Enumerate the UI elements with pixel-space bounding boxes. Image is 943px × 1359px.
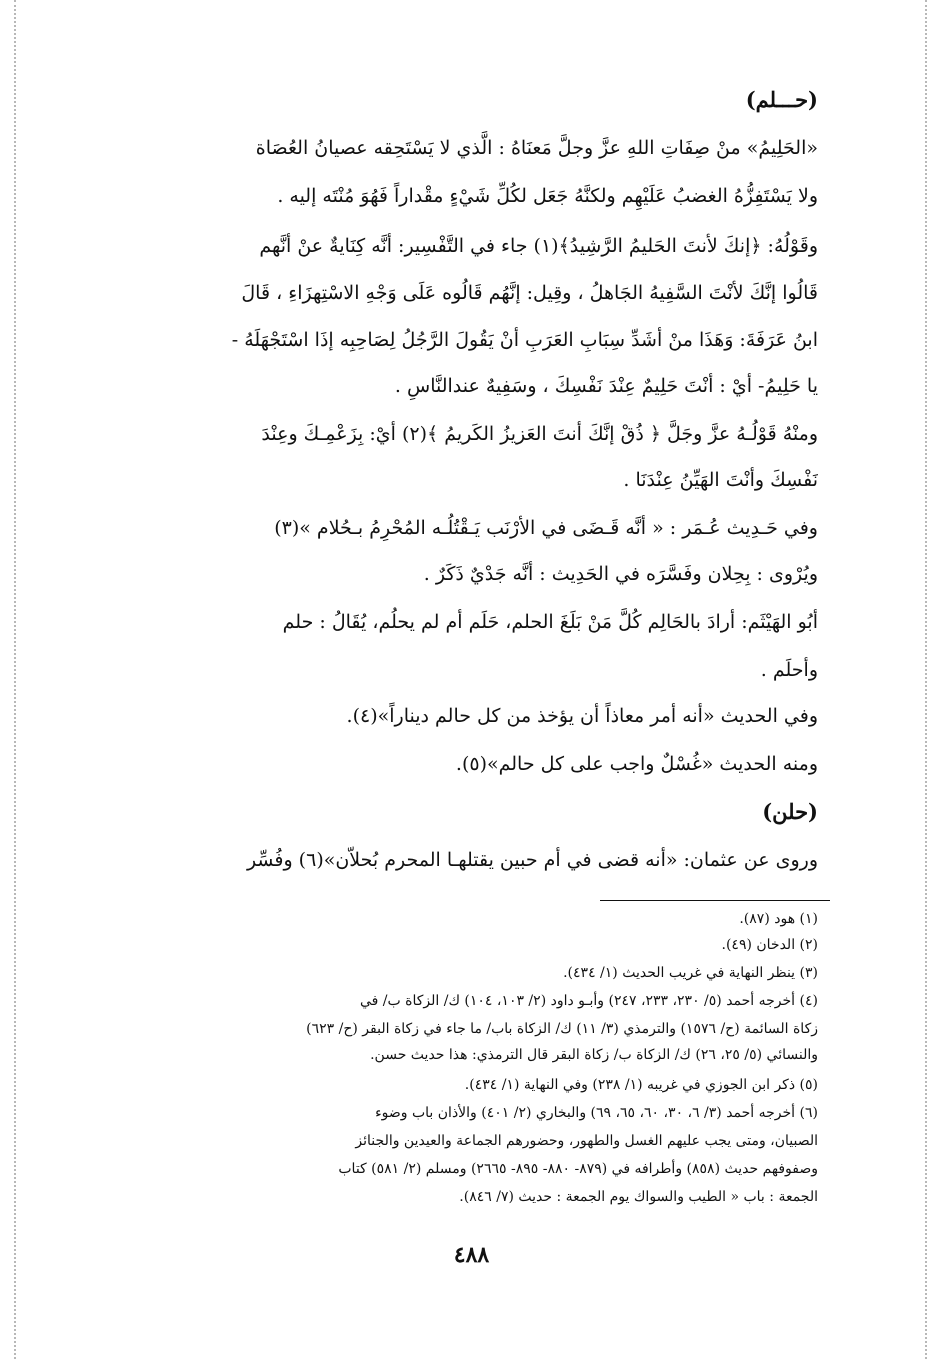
body-line-13: وفي الحديث «أنه أمر معاذاً أن يؤخذ من كل حالم ديناراً»(٤). <box>346 705 818 727</box>
body-line-15: وروى عن عثمان: «أنه قضى في أم حبين يقتلهـا المحرم بُحلاّن»(٦) وفُسِّر <box>246 849 818 871</box>
footnote-4-line-2: زكاة السائمة (ح/ ١٥٧٦) والترمذي (٣/ ١١) ك/ الزكاة باب/ ما جاء في زكاة البقر (ح/ ٦٢٣) <box>306 1021 818 1037</box>
section-heading-hilm: (حـــلم) <box>745 87 818 112</box>
body-line-8: نَفْسِكَ وأنْتَ الهَيِّنُ عِنْدَنَا . <box>623 469 818 491</box>
scan-dotted-border-left <box>14 0 16 1359</box>
body-line-11: أبُو الهَيْثَم: أرادَ بالحَالِم كُلَّ مَنْ بَلَغَ الحلم، حَلَم أم لم يحلُم، يُقَالُ : حلم <box>282 611 818 633</box>
section-heading-hilan: (حلن) <box>762 799 818 824</box>
footnote-6-line-3: وصفوفهم حديث (٨٥٨) وأطرافه في (٨٧٩- ٨٨٠- ٨٩٥- ٢٦٦٥) ومسلم (٢/ ٥٨١) كتاب <box>338 1161 818 1177</box>
footnote-5: (٥) ذكر ابن الجوزي في غريبه (١/ ٢٣٨) وفي النهاية (١/ ٤٣٤). <box>464 1077 818 1093</box>
footnote-4-line-3: والنسائي (٥/ ٢٥، ٢٦) ك/ الزكاة ب/ زكاة البقر قال الترمذي: هذا حديث حسن. <box>370 1047 818 1063</box>
footnote-3: (٣) ينظر النهاية في غريب الحديث (١/ ٤٣٤). <box>563 965 818 981</box>
body-line-1: «الحَلِيمُ» منْ صِفَاتِ اللهِ عزَّ وجلَّ مَعنَاهُ : الَّذي لا يَسْتَحِقه عصيانُ العُصَاة <box>255 137 818 159</box>
footnote-6-line-1: (٦) أخرجه أحمد (٣/ ٦، ٣٠، ٦٠، ٦٥، ٦٩) والبخاري (٢/ ٤٠١) والأذان باب وضوء <box>375 1105 818 1121</box>
footnote-6-line-2: الصبيان، ومتى يجب عليهم الغسل والطهور، وحضورهم الجماعة والعيدين والجنائز <box>355 1133 818 1149</box>
body-line-5: ابنُ عَرَفَةَ: وَهَذَا منْ أشَدِّ سِبَابِ العَرَبِ أنْ يَقُولَ الرَّجُلُ لِصَاحِبِه إذَا اسْتَجْهَلَهُ - <box>231 329 818 351</box>
body-line-12: وأحلَم . <box>760 659 818 681</box>
page-number: ٤٨٨ <box>453 1242 490 1268</box>
footnote-4-line-1: (٤) أخرجه أحمد (٥/ ٢٣٠، ٢٣٣، ٢٤٧) وأبـو داود (٢/ ١٠٣، ١٠٤) ك/ الزكاة ب/ في <box>359 993 818 1009</box>
body-line-7: ومنْهُ قَوْلُـهُ عزَّ وجَلَّ ﴿ ذُقْ إنَّكَ أنتَ العَزيزُ الكَريمُ ﴾(٢) أيْ: بِزَعْمِـكَ وعِنْدَ <box>261 423 818 445</box>
body-line-9: وفي حَـدِيث عُـمَر : « أنَّه قَـضَى في الأرْنَب يَـقْتُلُـه المُحْرِمُ بـحُلام »(٣) <box>274 517 818 539</box>
scan-dotted-border-right <box>925 0 927 1359</box>
footnote-separator <box>600 900 830 901</box>
body-line-4: قَالُوا إنَّكَ لأنْتَ السَّفِيهُ الجَاهلُ ، وقِيل: إنَّهُم قَالُوه عَلَى وَجْهِ الاسْتِهزَاءِ ، قَالَ <box>241 282 818 304</box>
body-line-14: ومنه الحديث «غُسْلٌ واجب على كل حالم»(٥). <box>455 753 818 775</box>
body-line-3: وقَوْلُهُ: ﴿إنكَ لأنتَ الحَليمُ الرَّشِيدُ﴾(١) جاء في التَّفْسِير: أنَّه كِنَايةٌ عنْ أنَّهم <box>259 235 818 257</box>
footnote-1: (١) هود (٨٧). <box>739 911 818 927</box>
footnote-2: (٢) الدخان (٤٩). <box>721 937 818 953</box>
body-line-6: يا حَلِيمُ- أيْ : أنْتَ حَلِيمٌ عِنْدَ نَفْسِكَ ، وسَفِيهٌ عندالنَّاسِ . <box>394 375 818 397</box>
body-line-2: ولا يَسْتَفِزُّهُ الغضبُ عَلَيْهِم ولكنَّهُ جَعَل لكُلِّ شَيْءٍ مقْداراً فَهُوَ مُنْتَه إليه . <box>277 185 818 207</box>
body-line-10: ويُرْوى : بِحِلان وفَسَّرَه في الحَدِيث : أنَّه جَدْيٌ ذَكَرٌ . <box>423 563 818 585</box>
footnote-6-line-4: الجمعة : باب « الطيب والسواك يوم الجمعة : حديث (٧/ ٨٤٦). <box>459 1189 818 1205</box>
